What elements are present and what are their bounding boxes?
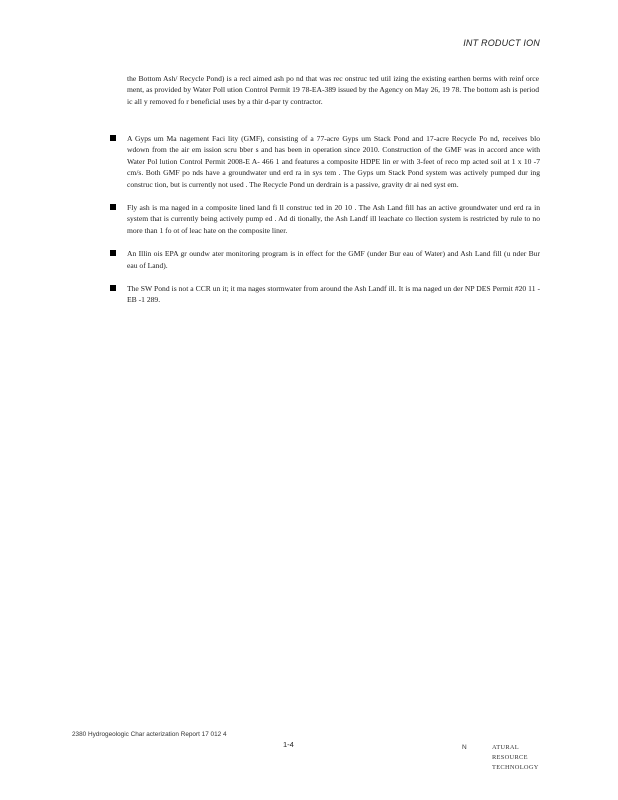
bullet-text: The SW Pond is not a CCR un it; it ma nages stormwater from around the Ash Landf ill. It is ma naged un der NP DES Permit #20 11 -EB -1 289.	[127, 284, 540, 305]
section-header: INT RODUCT ION	[463, 38, 540, 48]
bullet-text: Fly ash is ma naged in a composite lined land fi ll construc ted in 20 10 . The Ash Land fill has an active groundwater und erd ra in system that is currently being actively pump ed . Ad di tionally, the Ash Landf ill leachate co llection system is restricted by rule to no more than 1 fo ot of leac hate on the composite liner.	[127, 203, 540, 235]
logo-mark-icon: N	[462, 744, 467, 751]
logo-text-line-3: TECHNOLOGY	[492, 764, 539, 771]
list-item	[110, 202, 540, 236]
list-item	[110, 133, 540, 190]
logo-text-line-1: ATURAL	[492, 744, 520, 751]
square-bullet-icon	[110, 285, 116, 291]
company-logo	[462, 744, 552, 774]
list-item	[110, 248, 540, 271]
square-bullet-icon	[110, 204, 116, 210]
logo-text-line-2: RESOURCE	[492, 754, 528, 761]
bullet-text: A Gyps um Ma nagement Faci lity (GMF), consisting of a 77-acre Gyps um Stack Pond and 17-acre Recycle Po nd, receives blo wdown from the air em ission scru bber s and has been in operation since 2010. Construction of the GMF was in accord ance with Water Pol lution Control Permit 2008-E A- 466 1 and features a composite HDPE lin er with 3-feet of reco mp acted soil at 1 x 10 -7 cm/s. Both GMF po nds have a groundwater und erd ra in sys tem . The Gyps um Stack Pond system was actively pumped dur ing construc tion, but is currently not used . The Recycle Pond un derdrain is a passive, gravity dr ai ned syst em.	[127, 134, 540, 189]
list-item	[110, 283, 540, 306]
bullet-text: An Illin ois EPA gr oundw ater monitoring program is in effect for the GMF (under Bur eau of Water) and Ash Land fill (u nder Bur eau of Land).	[127, 249, 540, 270]
intro-paragraph: the Bottom Ash/ Recycle Pond) is a recl aimed ash po nd that was rec onstruc ted util izing the existing earthen berms with reinf orce ment, as provided by Water Poll ution Control Permit 19 78-EA-389 issued by the Agency on May 26, 19 78. The bottom ash is period ic all y removed fo r beneficial uses by a thir d-par ty contractor.	[127, 74, 539, 106]
square-bullet-icon	[110, 250, 116, 256]
page-number: 1-4	[283, 740, 294, 749]
footer-report-title: 2380 Hydrogeologic Char acterization Report 17 012 4	[72, 731, 227, 738]
square-bullet-icon	[110, 135, 116, 141]
bullet-list	[110, 133, 540, 318]
